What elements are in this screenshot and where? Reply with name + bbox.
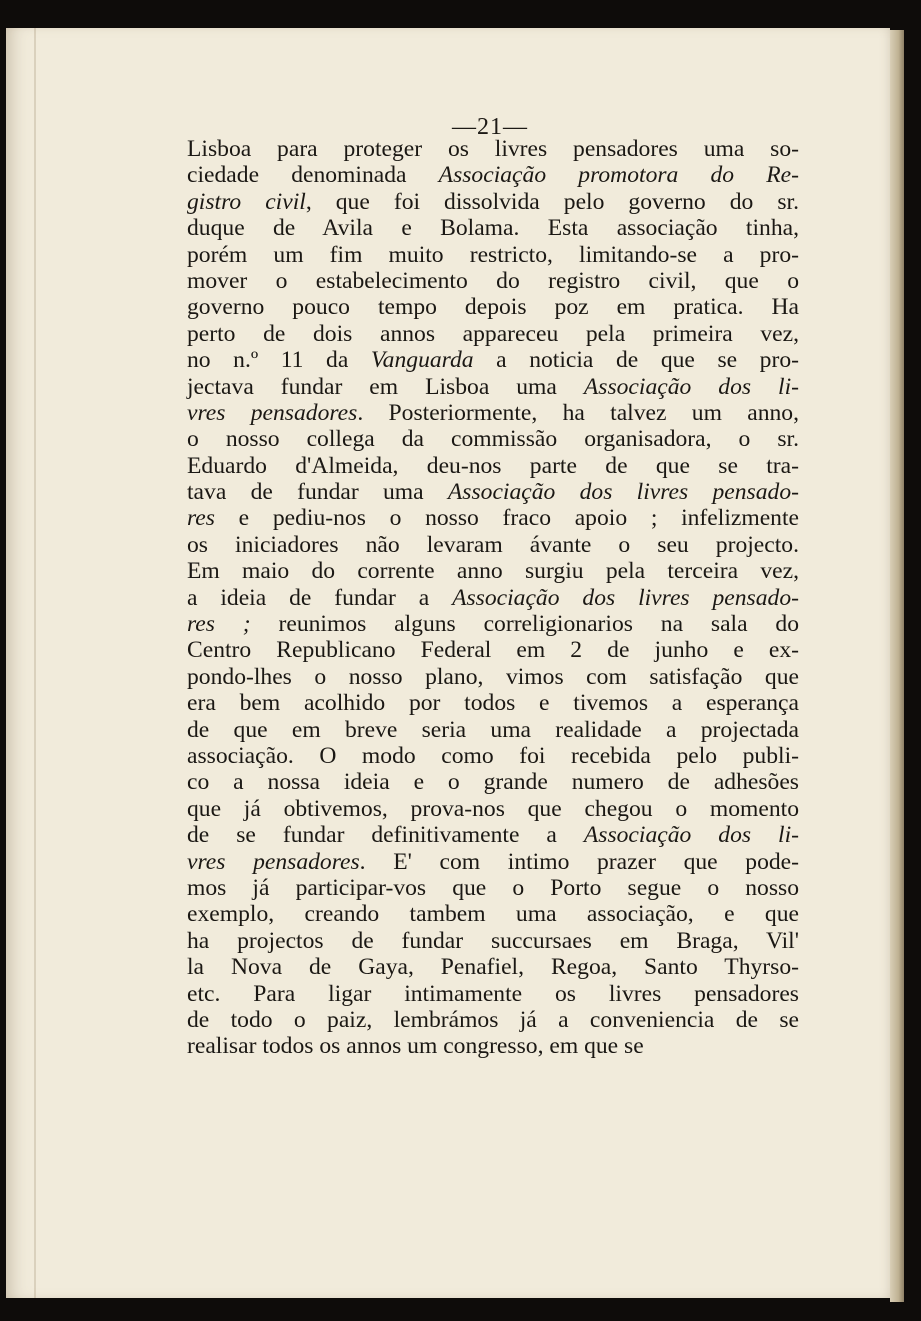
- text-line: [187, 822, 799, 848]
- text-line: [187, 453, 799, 479]
- text-line: [187, 189, 799, 215]
- text-segment: pondo-lhes o nosso plano, vimos com satisfação que: [187, 663, 799, 690]
- text-line: [187, 374, 799, 400]
- text-line: [187, 400, 799, 426]
- text-segment: mover o estabelecimento do registro civil, que o: [187, 267, 799, 294]
- italic-text: res: [187, 505, 215, 532]
- text-segment: no n.º 11 da: [187, 347, 371, 374]
- text-line: [187, 585, 799, 611]
- text-line: [187, 479, 799, 505]
- italic-text: res ;: [187, 611, 251, 638]
- text-line: [187, 611, 799, 637]
- text-line: [187, 875, 799, 901]
- text-segment: porém um fim muito restricto, limitando-se a pro-: [187, 241, 799, 268]
- text-segment: duque de Avila e Bolama. Esta associação tinha,: [187, 215, 799, 242]
- body-text: [187, 136, 799, 1060]
- text-line: [187, 901, 799, 927]
- page-edge-stack: [890, 30, 904, 1302]
- italic-text: Associação dos livres pensado-: [452, 584, 799, 611]
- text-segment: o nosso collega da commissão organisadora, o sr.: [187, 426, 799, 453]
- text-line: [187, 954, 799, 980]
- italic-text: Associação dos li-: [583, 822, 799, 849]
- italic-text: Associação dos livres pensado-: [447, 479, 799, 506]
- text-line: [187, 532, 799, 558]
- text-segment: ciedade denominada: [187, 162, 439, 189]
- text-segment: exemplo, creando tambem uma associação, e que: [187, 901, 799, 928]
- text-segment: de todo o paiz, lembrámos já a conveniencia de se: [187, 1006, 799, 1033]
- text-segment: tava de fundar uma: [187, 479, 448, 506]
- text-segment: etc. Para ligar intimamente os livres pensadores: [187, 980, 799, 1007]
- text-line: [187, 136, 799, 162]
- text-segment: Centro Republicano Federal em 2 de junho e ex-: [187, 637, 799, 664]
- text-line: [187, 796, 799, 822]
- text-line: [187, 268, 799, 294]
- text-line: [187, 769, 799, 795]
- italic-text: vres pensadores: [187, 848, 360, 875]
- page-number: —21—: [452, 114, 528, 140]
- text-segment: de que em breve seria uma realidade a projectada: [187, 716, 799, 743]
- text-segment: Lisboa para proteger os livres pensadores uma so-: [187, 136, 799, 162]
- text-segment: . E' com intimo prazer que pode-: [359, 848, 799, 875]
- text-line: [187, 981, 799, 1007]
- text-line: [187, 690, 799, 716]
- text-segment: a ideia de fundar a: [187, 584, 453, 611]
- text-line: [187, 321, 799, 347]
- text-line: [187, 664, 799, 690]
- text-segment: associação. O modo como foi recebida pelo publi-: [187, 742, 799, 769]
- text-segment: que já obtivemos, prova-nos que chegou o momento: [187, 795, 799, 822]
- text-line: [187, 426, 799, 452]
- text-line: [187, 215, 799, 241]
- text-segment: , que foi dissolvida pelo governo do sr.: [305, 188, 799, 215]
- text-segment: perto de dois annos appareceu pela primeira vez,: [187, 320, 799, 347]
- page-gutter: [34, 28, 36, 1298]
- italic-text: Vanguarda: [370, 347, 474, 374]
- text-segment: governo pouco tempo depois poz em pratica. Ha: [187, 294, 799, 321]
- text-line: [187, 242, 799, 268]
- text-segment: la Nova de Gaya, Penafiel, Regoa, Santo Thyrso-: [187, 954, 799, 981]
- text-segment: Eduardo d'Almeida, deu-nos parte de que se tra-: [187, 452, 799, 479]
- italic-text: Associação dos li-: [583, 373, 799, 400]
- text-line: [187, 162, 799, 188]
- text-line: [187, 347, 799, 373]
- text-line: [187, 849, 799, 875]
- text-line: [187, 505, 799, 531]
- italic-text: vres pensadores: [187, 399, 358, 426]
- text-segment: de se fundar definitivamente a: [187, 822, 584, 849]
- text-segment: co a nossa ideia e o grande numero de adhesões: [187, 769, 799, 796]
- italic-text: gistro civil: [187, 188, 306, 215]
- text-segment: reunimos alguns correligionarios na sala do: [250, 611, 799, 638]
- text-line: [187, 717, 799, 743]
- text-segment: ha projectos de fundar succursaes em Braga, Vil': [187, 927, 799, 954]
- text-line: [187, 743, 799, 769]
- text-segment: os iniciadores não levaram ávante o seu projecto.: [187, 531, 799, 558]
- text-segment: a noticia de que se pro-: [473, 347, 799, 374]
- text-line: [187, 637, 799, 663]
- text-line: [187, 294, 799, 320]
- text-segment: e pediu-nos o nosso fraco apoio ; infelizmente: [214, 505, 799, 532]
- text-line: [187, 1033, 799, 1059]
- text-segment: era bem acolhido por todos e tivemos a esperança: [187, 690, 799, 717]
- italic-text: Associação promotora do Re-: [438, 162, 799, 189]
- text-line: [187, 558, 799, 584]
- text-segment: realisar todos os annos um congresso, em que se: [187, 1033, 644, 1060]
- text-segment: mos já participar-vos que o Porto segue o nosso: [187, 874, 799, 901]
- text-segment: Em maio do corrente anno surgiu pela terceira vez,: [187, 558, 799, 585]
- text-segment: jectava fundar em Lisboa uma: [187, 373, 584, 400]
- text-segment: . Posteriormente, ha talvez um anno,: [357, 399, 799, 426]
- text-line: [187, 928, 799, 954]
- text-line: [187, 1007, 799, 1033]
